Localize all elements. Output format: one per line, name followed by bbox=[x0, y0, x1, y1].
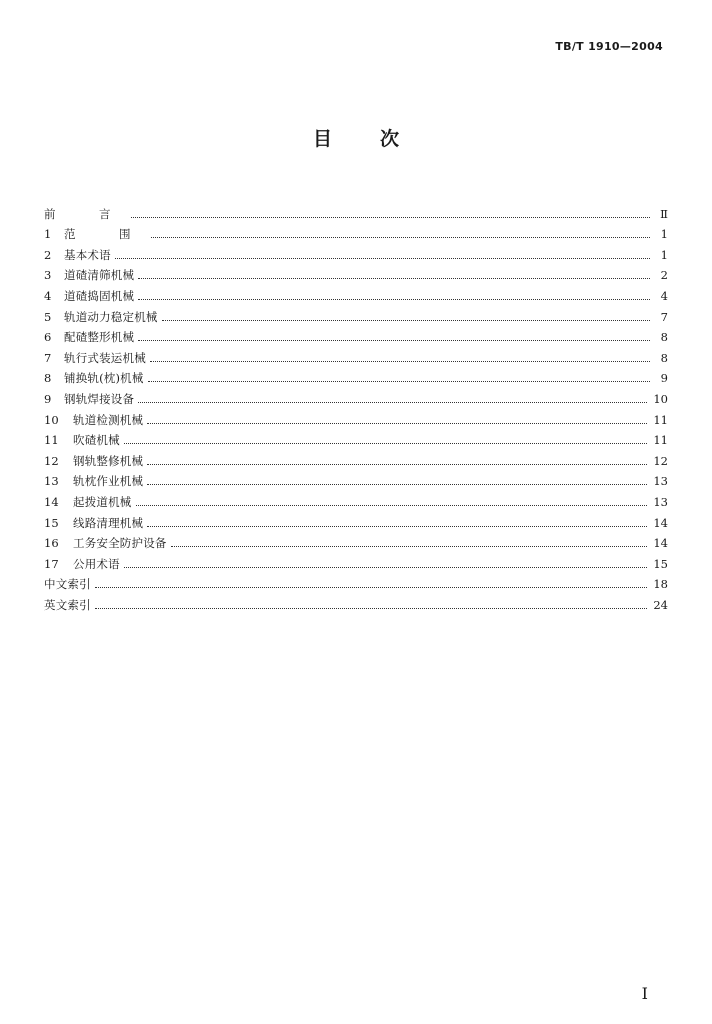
toc-entry[interactable] bbox=[44, 468, 668, 489]
dot-leader bbox=[131, 217, 651, 218]
toc-entry[interactable] bbox=[44, 344, 668, 365]
toc-entry-foreword[interactable] bbox=[44, 200, 668, 221]
toc-page: 14 bbox=[653, 515, 668, 530]
dot-leader bbox=[115, 258, 650, 259]
toc-label: 道碴清筛机械 bbox=[64, 268, 135, 283]
toc-label: 吹碴机械 bbox=[73, 433, 120, 448]
toc-number: 17 bbox=[44, 556, 59, 571]
toc-entry[interactable] bbox=[44, 221, 668, 242]
toc-entry[interactable] bbox=[44, 385, 668, 406]
page-folio: I bbox=[641, 984, 648, 1003]
toc-entry-english-index[interactable] bbox=[44, 591, 668, 612]
page-title-char: 目 bbox=[312, 128, 332, 150]
dot-leader bbox=[138, 402, 647, 403]
toc-page: 8 bbox=[660, 330, 668, 345]
dot-leader bbox=[147, 526, 647, 527]
dot-leader bbox=[148, 381, 650, 382]
dot-leader bbox=[147, 464, 647, 465]
toc-page: 7 bbox=[660, 309, 668, 324]
table-of-contents bbox=[44, 200, 668, 612]
toc-number: 7 bbox=[44, 350, 52, 365]
toc-entry[interactable] bbox=[44, 550, 668, 571]
toc-entry[interactable] bbox=[44, 262, 668, 283]
toc-page: 11 bbox=[653, 433, 668, 448]
toc-entry[interactable] bbox=[44, 282, 668, 303]
dot-leader bbox=[138, 278, 650, 279]
toc-entry[interactable] bbox=[44, 427, 668, 448]
toc-label: 轨道动力稳定机械 bbox=[64, 309, 158, 324]
toc-number: 6 bbox=[44, 330, 52, 345]
toc-label: 轨行式装运机械 bbox=[64, 350, 146, 365]
toc-entry[interactable] bbox=[44, 488, 668, 509]
toc-page: 14 bbox=[653, 536, 668, 551]
toc-number: 1 bbox=[44, 227, 52, 242]
dot-leader bbox=[150, 361, 650, 362]
dot-leader bbox=[147, 484, 647, 485]
toc-number: 15 bbox=[44, 515, 59, 530]
toc-page: 18 bbox=[653, 577, 668, 592]
toc-label: 范 围 bbox=[64, 227, 147, 242]
toc-label: 基本术语 bbox=[64, 247, 111, 262]
toc-page: 9 bbox=[660, 371, 668, 386]
toc-number: 10 bbox=[44, 412, 59, 427]
dot-leader bbox=[171, 546, 648, 547]
dot-leader bbox=[138, 340, 650, 341]
toc-label: 前 言 bbox=[44, 206, 127, 221]
toc-page: 1 bbox=[660, 247, 668, 262]
dot-leader bbox=[124, 567, 648, 568]
toc-label: 道碴捣固机械 bbox=[64, 288, 135, 303]
toc-page: 8 bbox=[660, 350, 668, 365]
toc-label: 钢轨整修机械 bbox=[73, 453, 144, 468]
toc-page: 13 bbox=[653, 494, 668, 509]
toc-entry[interactable] bbox=[44, 303, 668, 324]
toc-label: 铺换轨(枕)机械 bbox=[64, 371, 144, 386]
toc-page: 13 bbox=[653, 474, 668, 489]
toc-label: 轨道检测机械 bbox=[73, 412, 144, 427]
toc-label: 英文索引 bbox=[44, 597, 91, 612]
toc-page: 24 bbox=[653, 597, 668, 612]
dot-leader bbox=[136, 505, 648, 506]
toc-entry[interactable] bbox=[44, 324, 668, 345]
toc-entry[interactable] bbox=[44, 530, 668, 551]
toc-label: 钢轨焊接设备 bbox=[64, 391, 135, 406]
toc-page: 10 bbox=[653, 391, 668, 406]
toc-label: 配碴整形机械 bbox=[64, 330, 135, 345]
toc-entry[interactable] bbox=[44, 447, 668, 468]
toc-entry-chinese-index[interactable] bbox=[44, 571, 668, 592]
toc-number: 9 bbox=[44, 391, 52, 406]
page-title-char: 次 bbox=[380, 128, 400, 150]
toc-number: 13 bbox=[44, 474, 59, 489]
toc-page: Ⅱ bbox=[660, 206, 668, 221]
dot-leader bbox=[95, 608, 648, 609]
toc-label: 轨枕作业机械 bbox=[73, 474, 144, 489]
toc-entry[interactable] bbox=[44, 241, 668, 262]
toc-number: 11 bbox=[44, 433, 59, 448]
page-title bbox=[0, 124, 712, 151]
dot-leader bbox=[147, 423, 647, 424]
toc-number: 4 bbox=[44, 288, 52, 303]
dot-leader bbox=[162, 320, 650, 321]
toc-label: 线路清理机械 bbox=[73, 515, 144, 530]
toc-label: 公用术语 bbox=[73, 556, 120, 571]
dot-leader bbox=[124, 443, 648, 444]
dot-leader bbox=[151, 237, 651, 238]
dot-leader bbox=[95, 587, 648, 588]
toc-number: 16 bbox=[44, 536, 59, 551]
toc-number: 3 bbox=[44, 268, 52, 283]
toc-number: 12 bbox=[44, 453, 59, 468]
dot-leader bbox=[138, 299, 650, 300]
toc-entry[interactable] bbox=[44, 365, 668, 386]
toc-label: 工务安全防护设备 bbox=[73, 536, 167, 551]
toc-number: 2 bbox=[44, 247, 52, 262]
standard-code: TB/T 1910—2004 bbox=[555, 40, 663, 53]
toc-page: 2 bbox=[660, 268, 668, 283]
toc-page: 15 bbox=[653, 556, 668, 571]
toc-entry[interactable] bbox=[44, 509, 668, 530]
toc-page: 11 bbox=[653, 412, 668, 427]
toc-page: 4 bbox=[660, 288, 668, 303]
toc-label: 中文索引 bbox=[44, 577, 91, 592]
toc-page: 12 bbox=[653, 453, 668, 468]
toc-number: 8 bbox=[44, 371, 52, 386]
toc-page: 1 bbox=[660, 227, 668, 242]
toc-label: 起拨道机械 bbox=[73, 494, 132, 509]
toc-number: 14 bbox=[44, 494, 59, 509]
toc-entry[interactable] bbox=[44, 406, 668, 427]
toc-number: 5 bbox=[44, 309, 52, 324]
